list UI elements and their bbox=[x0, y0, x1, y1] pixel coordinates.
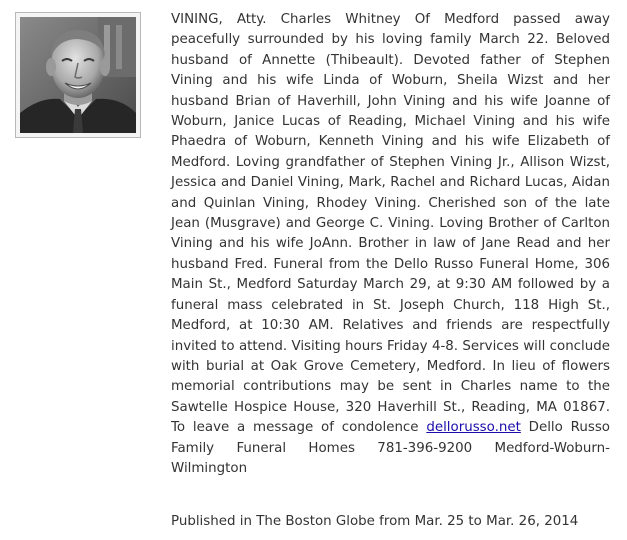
obituary-body: VINING, Atty. Charles Whitney Of Medford passed away peacefully surrounded by his loving family March 22. Beloved husband of Annette (Thibeault). Devoted father of Stephen Vining and his wife Linda of Woburn, Sheila Wizst and her husband Brian of Haverhill, John Vining and his wife Joanne of Woburn, Janice Lucas of Reading, Michael Vining and his wife Phaedra of Woburn, Kenneth Vining and his wife Elizabeth of Medford. Loving grandfather of Stephen Vining Jr., Allison Wizst, Jessica and Daniel Vining, Mark, Rachel and Richard Lucas, Aidan and Quinlan Vining, Rhodey Vining. Cherished son of the late Jean (Musgrave) and George C. Vining. Loving Brother of Carlton Vining and his wife JoAnn. Brother in law of Jane Read and her husband Fred. Funeral from the Dello Russo Funeral Home, 306 Main St., Medford Saturday March 29, at 9:30 AM followed by a funeral mass celebrated in St. Joseph Church, 118 High St., Medford, at 10:30 AM. Relatives and friends are respectfully invited to attend. Visiting hours Friday 4-8. Services will conclude with burial at Oak Grove Cemetery, Medford. In lieu of flowers memorial contributions may be sent in Charles name to the Sawtelle Hospice House, 320 Haverhill St., Reading, MA 01867. To leave a message of condolence bbox=[171, 12, 610, 436]
portrait-photo bbox=[20, 17, 136, 133]
obituary-closing: Dello Russo Family Funeral Homes 781-396-9200 Medford-Woburn-Wilmington bbox=[171, 420, 610, 476]
dellorusso-link[interactable]: dellorusso.net bbox=[426, 420, 521, 436]
obituary-text bbox=[171, 10, 610, 479]
published-line: Published in The Boston Globe from Mar. 25 to Mar. 26, 2014 bbox=[171, 514, 579, 529]
portrait-photo-frame bbox=[15, 12, 141, 138]
